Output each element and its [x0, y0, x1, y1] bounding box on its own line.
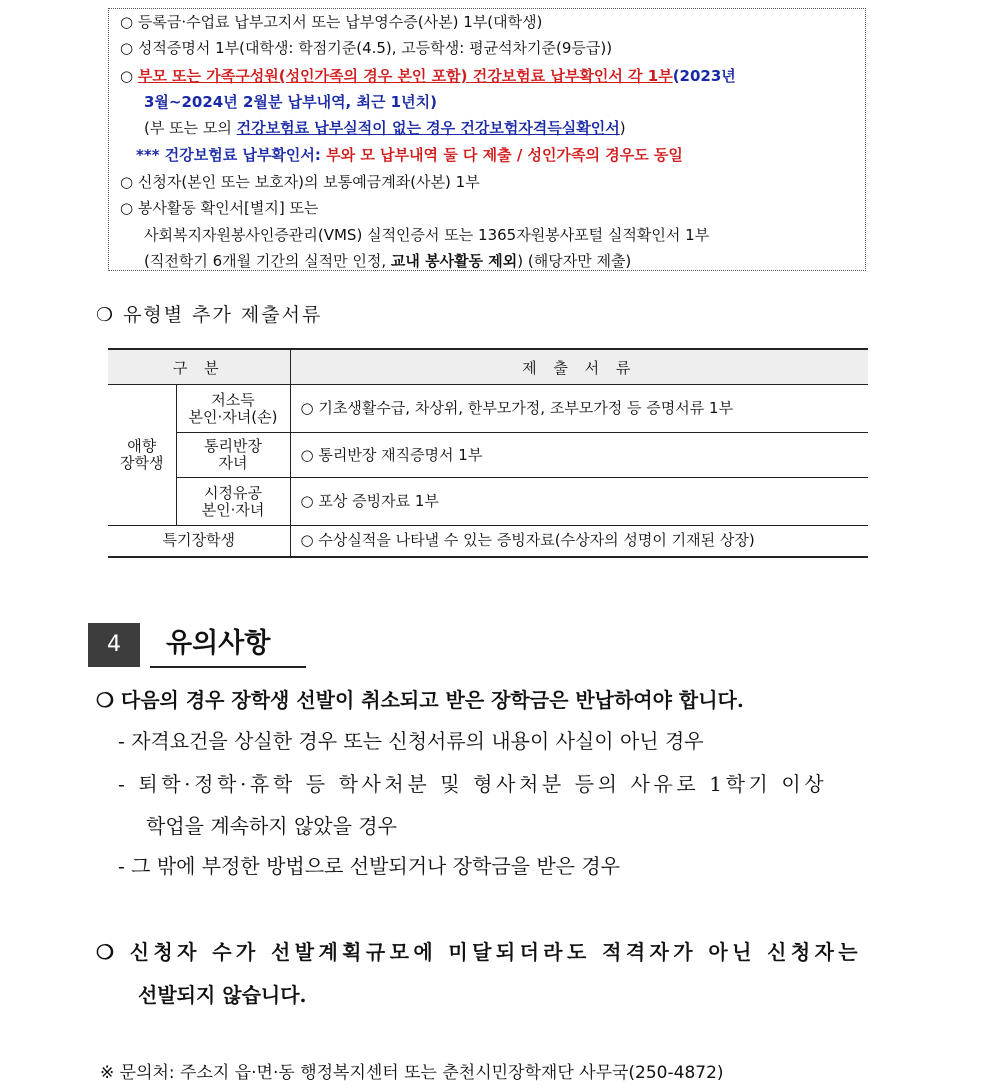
doc-item-volunteer: ○ 봉사활동 확인서[별지] 또는 — [120, 199, 319, 217]
doc-item-volunteer-certs: 사회복지자원봉사인증관리(VMS) 실적인증서 또는 1365자원봉사포털 실적확인서 1부 — [144, 226, 710, 244]
doc-cell: ○ 포상 증빙자료 1부 — [290, 478, 868, 526]
sub-category-line2: 본인·자녀 — [201, 500, 265, 519]
doc-note-insurance — [136, 145, 683, 165]
doc-note-red: 부와 모 납부내역 둘 다 제출 / 성인가족의 경우도 동일 — [326, 146, 683, 164]
doc-item-transcript: ○ 성적증명서 1부(대학생: 학점기준(4.5), 고등학생: 평균석차기준(9등급)) — [120, 39, 613, 57]
sub-category — [176, 385, 290, 433]
volunteer-note-bold: 교내 봉사활동 제외 — [390, 252, 518, 270]
sub-category-line2: 본인·자녀(손) — [188, 407, 278, 426]
doc-item-insurance-prefix: ○ — [120, 67, 138, 85]
sub-category — [176, 478, 290, 526]
doc-item-insurance-alt-suffix: ) — [619, 119, 626, 137]
doc-item-insurance-alt-prefix: (부 또는 모의 — [144, 119, 237, 137]
table-row — [108, 526, 868, 557]
table-row — [108, 433, 868, 478]
ineligible-notice-line2: 선발되지 않습니다. — [138, 983, 307, 1007]
doc-cell: ○ 통리반장 재직증명서 1부 — [290, 433, 868, 478]
sub-category-line1: 시정유공 — [204, 483, 262, 502]
group-label-line2: 장학생 — [120, 454, 164, 472]
volunteer-note-prefix: (직전학기 6개월 기간의 실적만 인정, — [144, 252, 391, 270]
doc-item-volunteer-note — [144, 251, 631, 271]
section-number: 4 — [88, 623, 140, 667]
table-header-row — [108, 349, 868, 385]
doc-item-insurance-period: 3월~2024년 2월분 납부내역, 최근 1년치) — [144, 93, 437, 111]
type-docs-table — [108, 348, 868, 558]
doc-note-blue: 건강보험료 납부확인서: — [164, 146, 327, 164]
table-row — [108, 478, 868, 526]
special-label: 특기장학생 — [108, 526, 290, 557]
doc-item-insurance-blue: (2023년 — [672, 67, 736, 85]
cancellation-heading: ❍ 다음의 경우 장학생 선발이 취소되고 받은 장학금은 반납하여야 합니다. — [96, 688, 744, 712]
special-doc: ○ 수상실적을 나타낼 수 있는 증빙자료(수상자의 성명이 기재된 상장) — [290, 526, 868, 557]
header-docs: 제 출 서 류 — [290, 349, 868, 385]
doc-item-insurance-red: 부모 또는 가족구성원(성인가족의 경우 본인 포함) 건강보험료 납부확인서 각 1부 — [137, 67, 673, 85]
group-label — [108, 385, 176, 526]
cancellation-item: - 자격요건을 상실한 경우 또는 신청서류의 내용이 사실이 아닌 경우 — [118, 729, 704, 753]
table-row — [108, 385, 868, 433]
ineligible-notice: ❍ 신청자 수가 선발계획규모에 미달되더라도 적격자가 아닌 신청자는 — [96, 940, 863, 964]
sub-category-line1: 저소득 — [211, 390, 255, 409]
doc-item-bank-account: ○ 신청자(본인 또는 보호자)의 보통예금계좌(사본) 1부 — [120, 173, 480, 191]
cancellation-item: - 그 밖에 부정한 방법으로 선발되거나 장학금을 받은 경우 — [118, 854, 620, 878]
sub-category — [176, 433, 290, 478]
cancellation-item: - 퇴학·정학·휴학 등 학사처분 및 형사처분 등의 사유로 1학기 이상 — [118, 772, 828, 796]
doc-cell: ○ 기초생활수급, 차상위, 한부모가정, 조부모가정 등 증명서류 1부 — [290, 385, 868, 433]
sub-category-line2: 자녀 — [218, 454, 248, 472]
doc-item-insurance-alt — [144, 118, 626, 138]
type-docs-heading: ❍ 유형별 추가 제출서류 — [96, 304, 323, 326]
contact-info: ※ 문의처: 주소지 읍·면·동 행정복지센터 또는 춘천시민장학재단 사무국(250-4872) — [100, 1063, 724, 1083]
doc-item-tuition: ○ 등록금·수업료 납부고지서 또는 납부영수증(사본) 1부(대학생) — [120, 13, 543, 31]
section-title: 유의사항 — [150, 622, 306, 668]
doc-note-prefix: *** — [136, 146, 165, 164]
header-category: 구 분 — [108, 349, 290, 385]
cancellation-item-continued: 학업을 계속하지 않았을 경우 — [146, 814, 397, 838]
doc-item-insurance-alt-link: 건강보험료 납부실적이 없는 경우 건강보험자격득실확인서 — [236, 119, 620, 137]
sub-category-line1: 통리반장 — [204, 437, 262, 455]
volunteer-note-suffix: ) (해당자만 제출) — [517, 252, 632, 270]
group-label-line1: 애향 — [127, 437, 157, 455]
doc-item-insurance — [120, 66, 736, 86]
